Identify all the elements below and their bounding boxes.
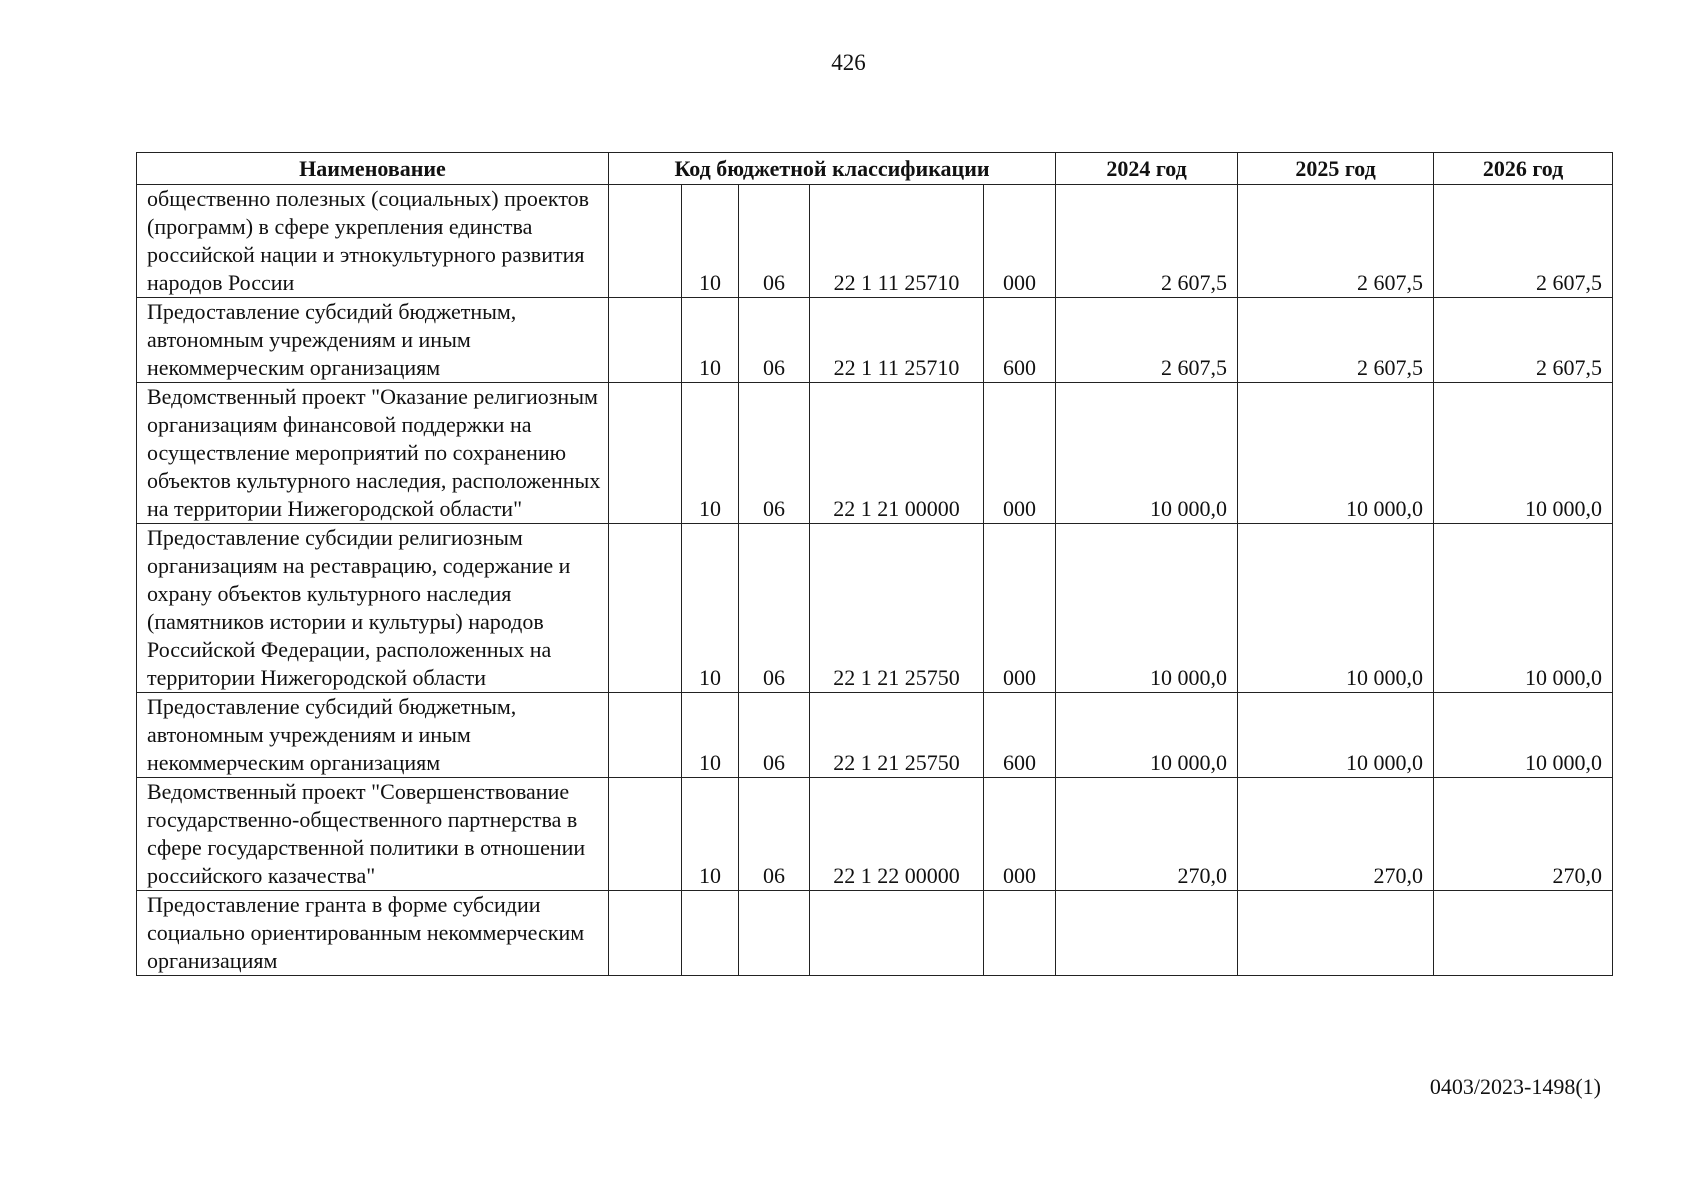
code-expense-type: 000 [984, 185, 1056, 298]
amount-2024: 2 607,5 [1056, 185, 1238, 298]
table-row [137, 383, 1613, 524]
amount-2024: 10 000,0 [1056, 524, 1238, 693]
amount-2025: 10 000,0 [1238, 383, 1434, 524]
code-subsection: 06 [739, 383, 810, 524]
amount-2024: 2 607,5 [1056, 298, 1238, 383]
code-target-article: 22 1 11 25710 [810, 298, 984, 383]
code-expense-type: 000 [984, 524, 1056, 693]
code-section: 10 [682, 778, 739, 891]
code-section: 10 [682, 693, 739, 778]
amount-2025 [1238, 891, 1434, 976]
table-row [137, 298, 1613, 383]
amount-2026 [1434, 891, 1613, 976]
header-budget-code: Код бюджетной классификации [609, 153, 1056, 185]
code-subsection: 06 [739, 778, 810, 891]
code-section: 10 [682, 298, 739, 383]
page-number: 426 [831, 50, 866, 75]
table-row [137, 524, 1613, 693]
code-empty [609, 298, 682, 383]
code-section: 10 [682, 524, 739, 693]
row-name: общественно полезных (социальных) проектов (программ) в сфере укрепления единства российской нации и этнокультурного развития народов России [137, 185, 609, 298]
amount-2025: 10 000,0 [1238, 693, 1434, 778]
document-registration-number: 0403/2023-1498(1) [1429, 1074, 1601, 1099]
code-empty [609, 524, 682, 693]
code-empty [609, 891, 682, 976]
row-name: Ведомственный проект "Оказание религиозным организациям финансовой поддержки на осуществление мероприятий по сохранению объектов культурного наследия, расположенных на территории Нижегородской области" [137, 383, 609, 524]
header-2026: 2026 год [1434, 153, 1613, 185]
code-target-article [810, 891, 984, 976]
table-body [137, 185, 1613, 976]
code-subsection: 06 [739, 185, 810, 298]
row-name: Ведомственный проект "Совершенствование государственно-общественного партнерства в сфере государственной политики в отношении российского казачества" [137, 778, 609, 891]
row-name: Предоставление субсидий бюджетным, автономным учреждениям и иным некоммерческим организациям [137, 693, 609, 778]
code-subsection: 06 [739, 298, 810, 383]
row-name: Предоставление субсидий бюджетным, автономным учреждениям и иным некоммерческим организациям [137, 298, 609, 383]
code-empty [609, 383, 682, 524]
code-subsection: 06 [739, 524, 810, 693]
header-2024: 2024 год [1056, 153, 1238, 185]
code-section [682, 891, 739, 976]
amount-2026: 2 607,5 [1434, 185, 1613, 298]
amount-2026: 10 000,0 [1434, 383, 1613, 524]
code-section: 10 [682, 185, 739, 298]
amount-2024: 270,0 [1056, 778, 1238, 891]
amount-2026: 10 000,0 [1434, 693, 1613, 778]
code-expense-type: 600 [984, 298, 1056, 383]
header-name: Наименование [137, 153, 609, 185]
amount-2025: 2 607,5 [1238, 185, 1434, 298]
table-row [137, 693, 1613, 778]
table-header [137, 153, 1613, 185]
amount-2025: 2 607,5 [1238, 298, 1434, 383]
budget-table [136, 152, 1613, 976]
code-empty [609, 693, 682, 778]
code-empty [609, 778, 682, 891]
code-expense-type [984, 891, 1056, 976]
amount-2026: 10 000,0 [1434, 524, 1613, 693]
amount-2025: 270,0 [1238, 778, 1434, 891]
amount-2024: 10 000,0 [1056, 383, 1238, 524]
code-target-article: 22 1 11 25710 [810, 185, 984, 298]
amount-2024 [1056, 891, 1238, 976]
code-empty [609, 185, 682, 298]
code-section: 10 [682, 383, 739, 524]
amount-2026: 270,0 [1434, 778, 1613, 891]
row-name: Предоставление гранта в форме субсидии социально ориентированным некоммерческим организациям [137, 891, 609, 976]
code-subsection: 06 [739, 693, 810, 778]
header-2025: 2025 год [1238, 153, 1434, 185]
code-target-article: 22 1 21 25750 [810, 693, 984, 778]
row-name: Предоставление субсидии религиозным организациям на реставрацию, содержание и охрану объектов культурного наследия (памятников истории и культуры) народов Российской Федерации, расположенных на территории Нижегородской области [137, 524, 609, 693]
table-row [137, 185, 1613, 298]
amount-2026: 2 607,5 [1434, 298, 1613, 383]
code-target-article: 22 1 22 00000 [810, 778, 984, 891]
header-row [137, 153, 1613, 185]
code-target-article: 22 1 21 25750 [810, 524, 984, 693]
code-expense-type: 000 [984, 383, 1056, 524]
code-expense-type: 600 [984, 693, 1056, 778]
table-row [137, 778, 1613, 891]
code-subsection [739, 891, 810, 976]
table-row [137, 891, 1613, 976]
amount-2024: 10 000,0 [1056, 693, 1238, 778]
amount-2025: 10 000,0 [1238, 524, 1434, 693]
code-target-article: 22 1 21 00000 [810, 383, 984, 524]
code-expense-type: 000 [984, 778, 1056, 891]
